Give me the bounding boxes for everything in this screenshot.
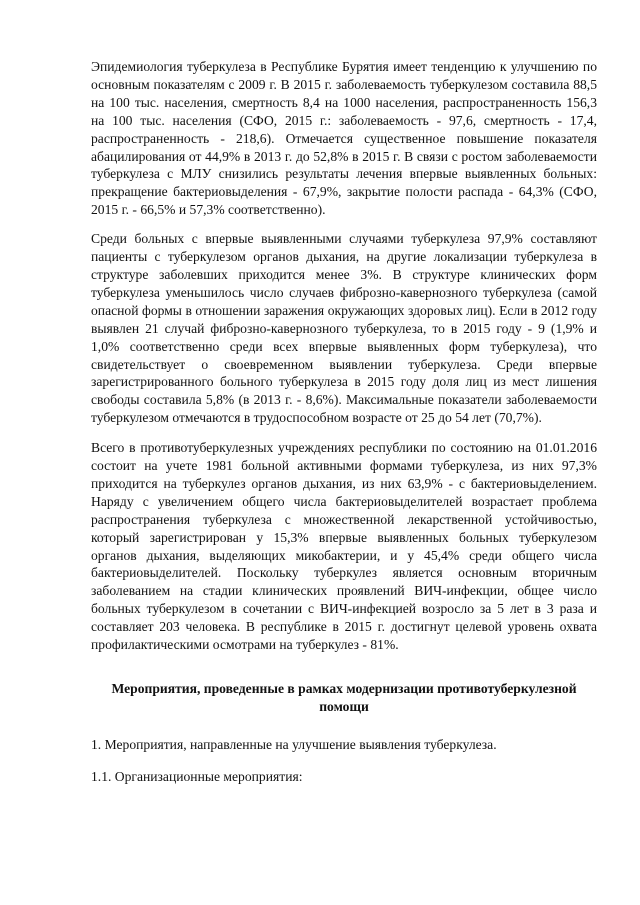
paragraph-new-cases: Среди больных с впервые выявленными случаями туберкулеза 97,9% составляют пациенты с туберкулезом органов дыхания, на другие локализации туберкулеза в структуре заболевших приходится менее 3%. В структуре клинических форм туберкулеза уменьшилось число случаев фиброзно-кавернозного туберкулеза (самой опасной формы в отношении заражения окружающих здоровых лиц). Если в 2012 году выявлен 21 случай фиброзно-кавернозного туберкулеза, то в 2015 году - 9 (1,9% и 1,0% соответственно среди всех впервые выявленных форм туберкулеза), что свидетельствует о своевременном выявлении туберкулеза. Среди впервые зарегистрированного больного туберкулеза в 2015 году доля лиц из мест лишения свободы составила 5,8% (в 2013 г. - 8,6%). Максимальные показатели заболеваемости туберкулезом отмечаются в трудоспособном возрасте от 25 до 54 лет (70,7%). (91, 231, 597, 426)
document-body (91, 58, 597, 786)
paragraph-epidemiology: Эпидемиология туберкулеза в Республике Бурятия имеет тенденцию к улучшению по основным показателям с 2009 г. В 2015 г. заболеваемость туберкулезом составила 88,5 на 100 тыс. населения, смертность 8,4 на 1000 населения, распространенность 156,3 на 100 тыс. населения (СФО, 2015 г.: заболеваемость - 97,6, смертность - 17,4, распространенность - 218,6). Отмечается существенное повышение показателя абацилирования от 44,9% в 2013 г. до 52,8% в 2015 г. В связи с ростом заболеваемости туберкулеза с МЛУ снизились результаты лечения впервые выявленных больных: прекращение бактериовыделения - 67,9%, закрытие полости распада - 64,3% (СФО, 2015 г. - 66,5% и 57,3% соответственно). (91, 59, 597, 218)
list-item: 1.1. Организационные мероприятия: (91, 769, 303, 784)
list-item: 1. Мероприятия, направленные на улучшение выявления туберкулеза. (91, 737, 497, 752)
section-heading: Мероприятия, проведенные в рамках модернизации противотуберкулезной помощи (111, 681, 577, 714)
paragraph-registered-patients: Всего в противотуберкулезных учреждениях республики по состоянию на 01.01.2016 состоит на учете 1981 больной активными формами туберкулеза, из них 97,3% приходится на туберкулез органов дыхания, из них 63,9% - с бактериовыделением. Наряду с увеличением общего числа бактериовыделителей возрастает проблема распространения туберкулеза с множественной лекарственной устойчивостью, который зарегистрирован у 15,3% впервые выявленных больных туберкулезом органов дыхания, выделяющих микобактерии, и у 45,4% среди общего числа бактериовыделителей. Поскольку туберкулез является основным вторичным заболеванием на стадии клинических проявлений ВИЧ-инфекции, общее число больных туберкулезом в сочетании с ВИЧ-инфекцией возросло за 5 лет в 3 раза и составляет 203 человека. В республике в 2015 г. достигнут целевой уровень охвата профилактическими осмотрами на туберкулез - 81%. (91, 440, 597, 653)
